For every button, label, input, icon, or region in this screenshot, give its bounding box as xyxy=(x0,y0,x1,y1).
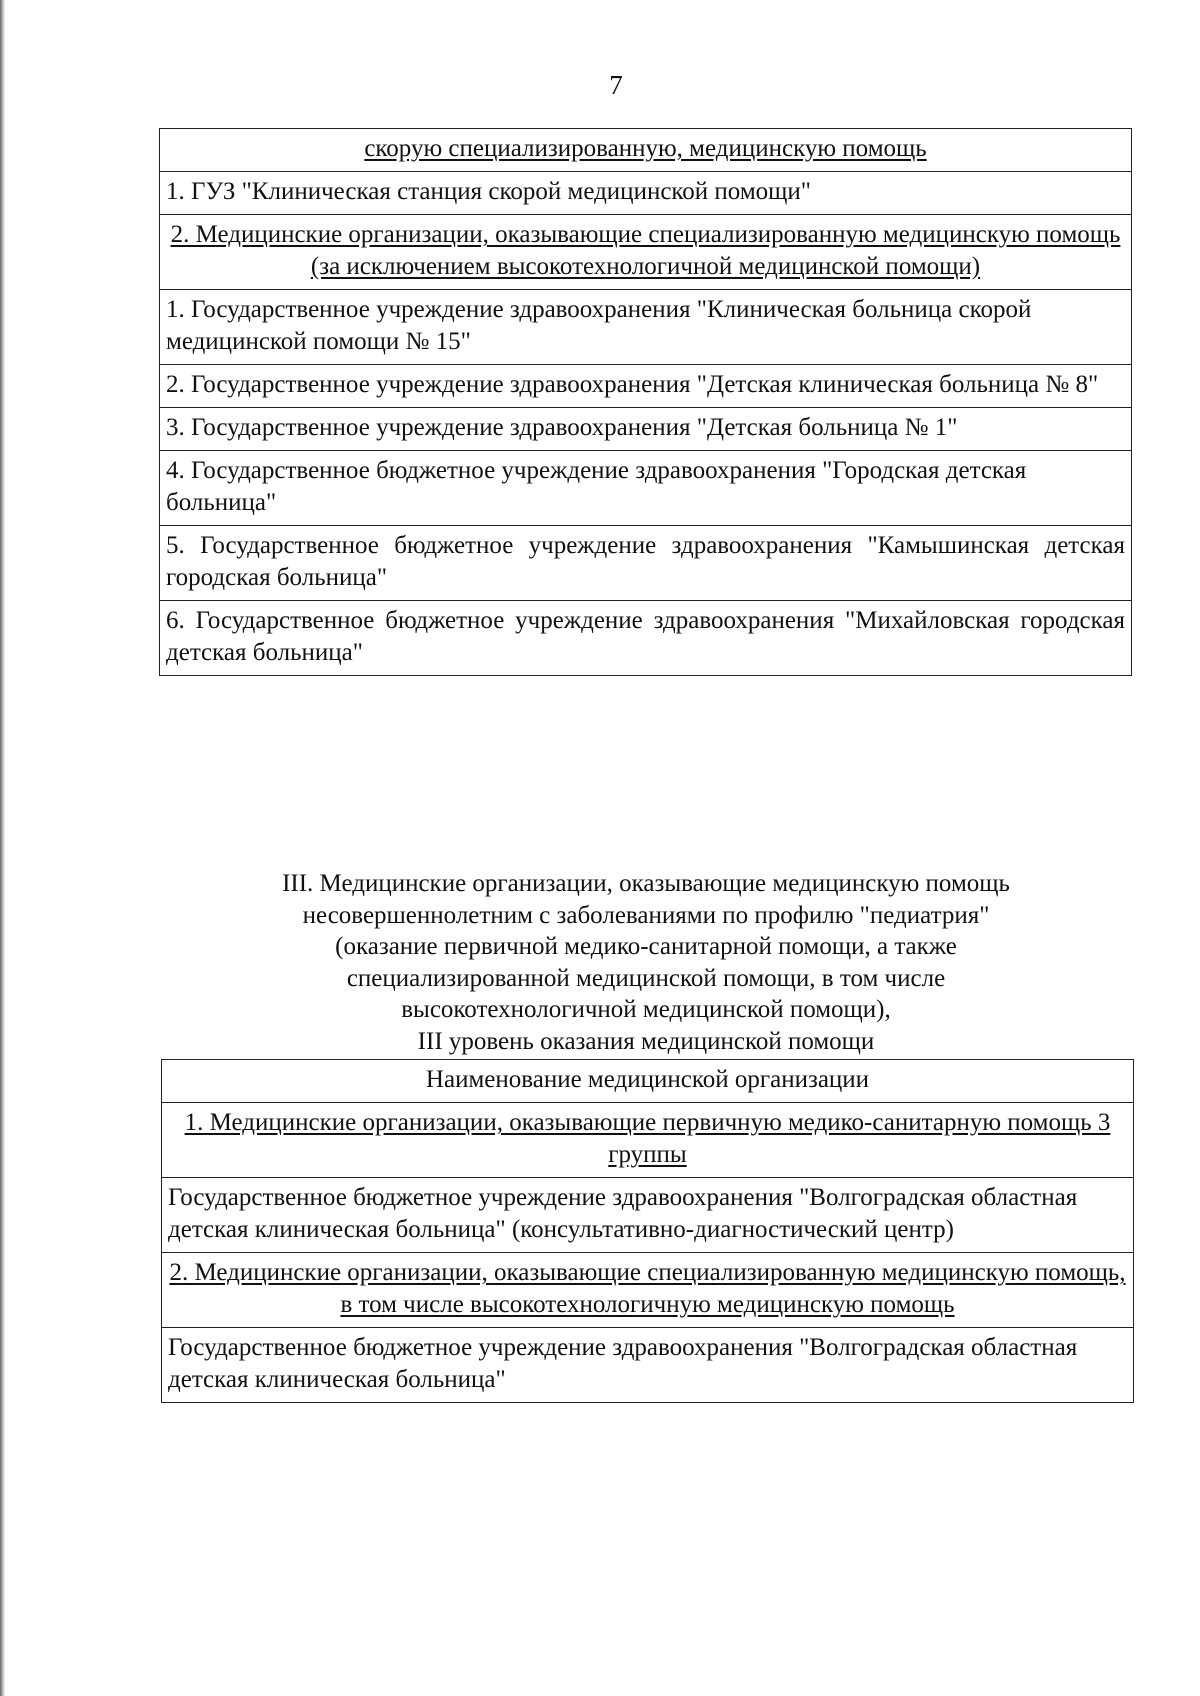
table-row xyxy=(160,526,1132,601)
table-subheading-cell xyxy=(160,129,1132,172)
page-number: 7 xyxy=(609,70,623,100)
table-row xyxy=(162,1178,1134,1253)
table-cell: 2. Государственное учреждение здравоохранения "Детская клиническая больница № 8" xyxy=(160,365,1132,408)
table-row xyxy=(160,365,1132,408)
table-row xyxy=(160,408,1132,451)
scan-edge xyxy=(0,0,5,1696)
table-row xyxy=(160,129,1132,172)
subheading-ambulance: скорую специализированную, медицинскую помощь xyxy=(364,135,927,162)
table-header-cell: Наименование медицинской организации xyxy=(162,1060,1134,1103)
table-row xyxy=(160,290,1132,365)
table-cell: 6. Государственное бюджетное учреждение здравоохранения "Михайловская городская детская больница" xyxy=(160,601,1132,676)
table-cell: 1. ГУЗ "Клиническая станция скорой медицинской помощи" xyxy=(160,172,1132,215)
table-cell: 3. Государственное учреждение здравоохранения "Детская больница № 1" xyxy=(160,408,1132,451)
section-heading-line: III. Медицинские организации, оказывающие медицинскую помощь xyxy=(282,870,1010,897)
table-row xyxy=(162,1103,1134,1178)
section-heading-line: III уровень оказания медицинской помощи xyxy=(417,1027,875,1055)
subheading-primary-care: 1. Медицинские организации, оказывающие первичную медико-санитарную помощь 3 группы xyxy=(184,1109,1111,1168)
table-cell: 1. Государственное учреждение здравоохранения "Клиническая больница скорой медицинской помощи № 15" xyxy=(160,290,1132,365)
organizations-table-pediatrics xyxy=(161,1059,1134,1403)
table-cell: Государственное бюджетное учреждение здравоохранения "Волгоградская областная детская клиническая больница" xyxy=(162,1328,1134,1403)
table-subheading-cell xyxy=(162,1103,1134,1178)
section-heading-line: специализированной медицинской помощи, в том числе xyxy=(346,964,946,992)
table-row xyxy=(162,1060,1134,1103)
subheading-specialized-high-tech-care: 2. Медицинские организации, оказывающие специализированную медицинскую помощь, в том числе высокотехнологичную медицинскую помощь xyxy=(169,1259,1126,1318)
section-heading-line: высокотехнологичной медицинской помощи), xyxy=(401,996,891,1024)
table-row xyxy=(162,1253,1134,1328)
table-row xyxy=(160,451,1132,526)
table-cell: 5. Государственное бюджетное учреждение здравоохранения "Камышинская детская городская больница" xyxy=(160,526,1132,601)
organizations-table-ambulance xyxy=(159,128,1132,676)
section-heading-line: несовершеннолетним с заболеваниями по профилю "педиатрия" xyxy=(302,901,990,929)
table-subheading-cell xyxy=(160,215,1132,290)
subheading-specialized-care: 2. Медицинские организации, оказывающие специализированную медицинскую помощь (за исключением высокотехнологичной медицинской помощи) xyxy=(170,221,1121,280)
section-heading-line: (оказание первичной медико-санитарной помощи, а также xyxy=(335,933,957,961)
table-cell: Государственное бюджетное учреждение здравоохранения "Волгоградская областная детская клиническая больница" (консультативно-диагностический центр) xyxy=(162,1178,1134,1253)
table-subheading-cell xyxy=(162,1253,1134,1328)
table-cell: 4. Государственное бюджетное учреждение здравоохранения "Городская детская больница" xyxy=(160,451,1132,526)
table-row xyxy=(160,172,1132,215)
table-row xyxy=(160,215,1132,290)
section-iii-heading xyxy=(160,868,1132,1058)
table-row xyxy=(160,601,1132,676)
table-row xyxy=(162,1328,1134,1403)
